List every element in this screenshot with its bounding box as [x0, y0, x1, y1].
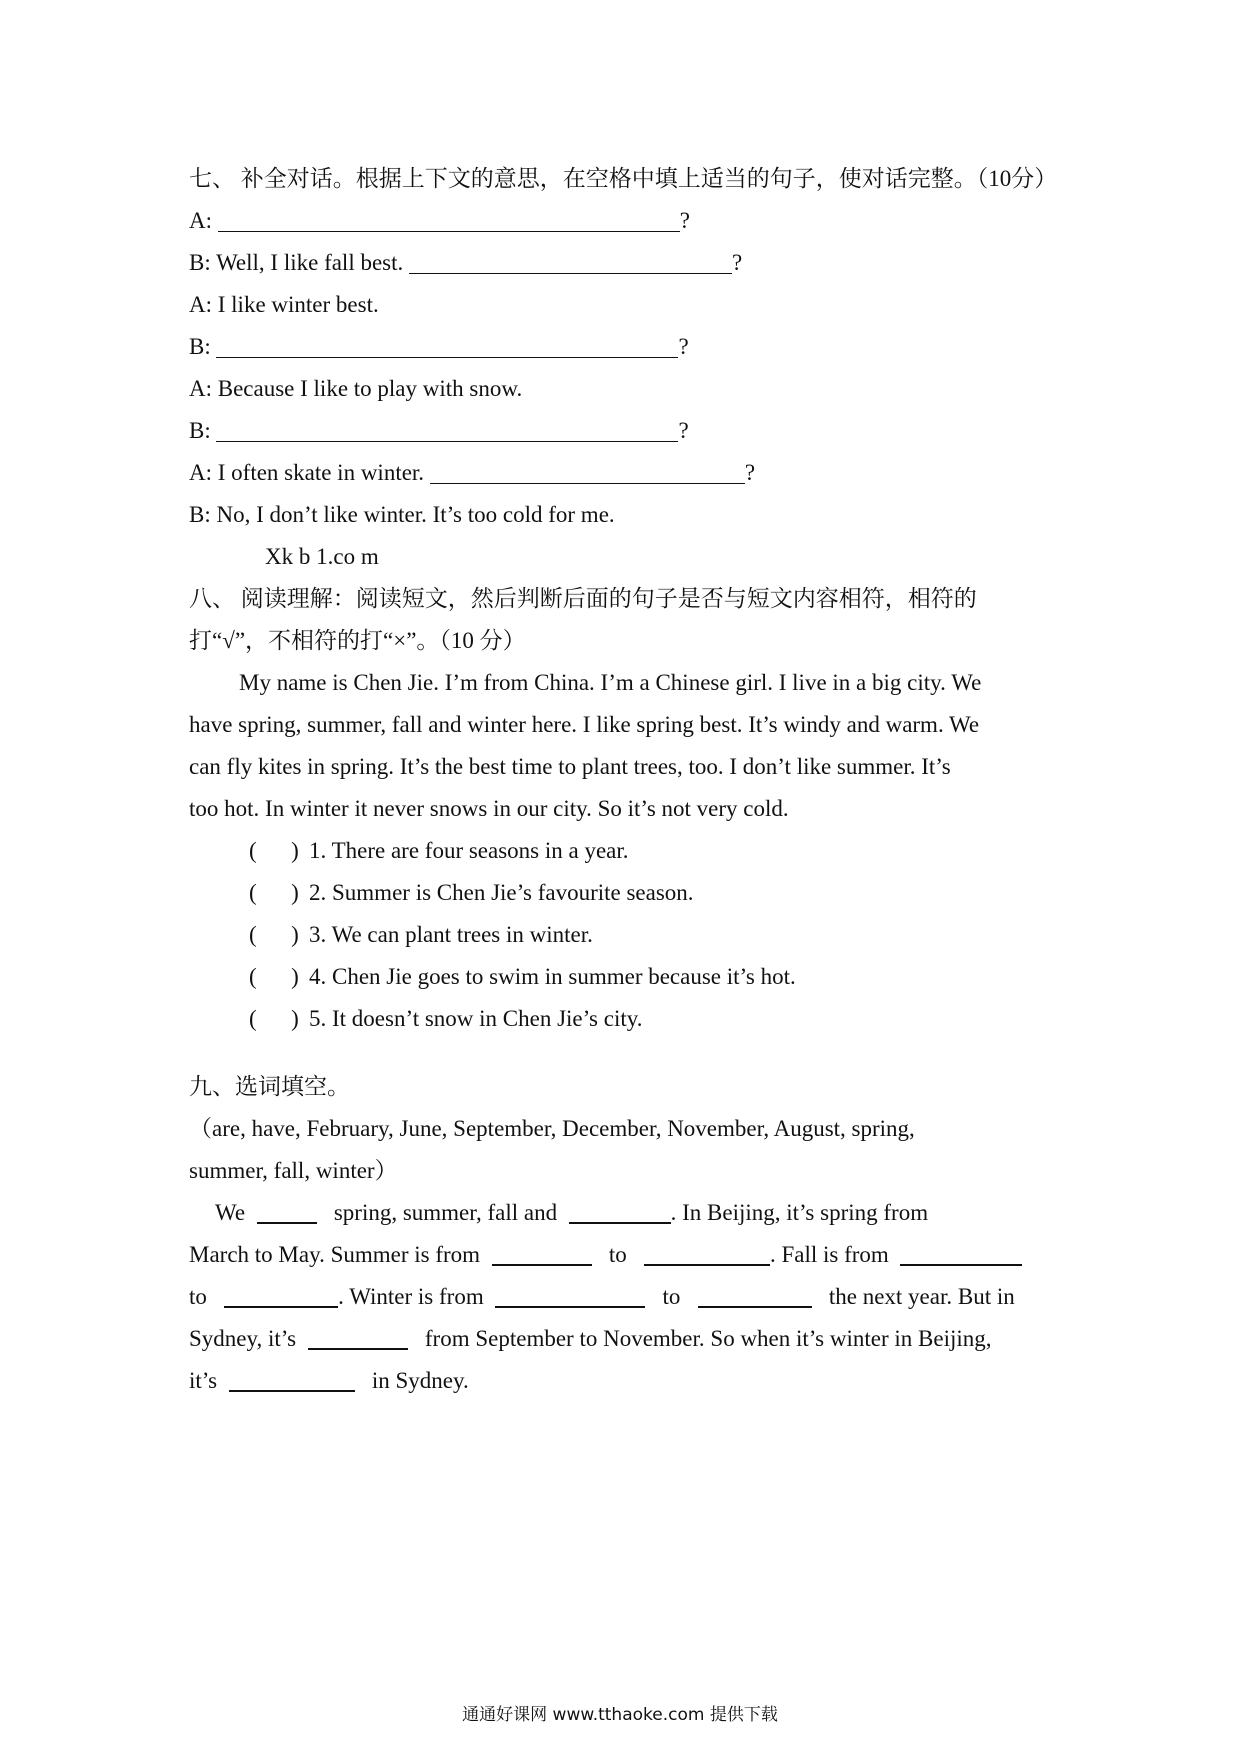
item-text: 1. There are four seasons in a year. — [309, 838, 629, 863]
fill-text: We — [215, 1200, 246, 1225]
wordbank-line-2: summer, fall, winter） — [189, 1158, 398, 1183]
section7-heading: 七、 补全对话。根据上下文的意思，在空格中填上适当的句子，使对话完整。（10分） — [189, 166, 1058, 191]
passage-line-2: have spring, summer, fall and winter here. I like spring best. It’s windy and warm. We — [189, 712, 980, 737]
fill-blank[interactable] — [492, 1234, 592, 1266]
section9-heading: 九、选词填空。 — [189, 1074, 350, 1099]
item-text: 4. Chen Jie goes to swim in summer because it’s hot. — [309, 964, 796, 989]
item-text: 5. It doesn’t snow in Chen Jie’s city. — [309, 1006, 643, 1031]
fill-line-3 — [189, 1276, 1069, 1318]
dialogue-suffix: ? — [678, 334, 689, 359]
fill-blank[interactable] — [308, 1318, 408, 1350]
passage-line-4: too hot. In winter it never snows in our city. So it’s not very cold. — [189, 796, 789, 821]
passage-line-3: can fly kites in spring. It’s the best time to plant trees, too. I don’t like summer. It’s — [189, 754, 951, 779]
answer-parentheses[interactable]: ( ) — [249, 880, 299, 905]
fill-blank[interactable] — [698, 1276, 812, 1308]
passage-line-1: My name is Chen Jie. I’m from China. I’m a Chinese girl. I live in a big city. We — [239, 670, 982, 695]
answer-blank[interactable] — [430, 453, 745, 484]
dialogue-prefix: B: — [189, 334, 217, 359]
dialogue-line-4 — [189, 326, 1069, 368]
fill-blank[interactable] — [569, 1192, 671, 1224]
dialogue-line-6 — [189, 410, 1069, 452]
judgement-item-5 — [189, 998, 1069, 1040]
fill-text: it’s — [189, 1368, 218, 1393]
answer-blank[interactable] — [218, 201, 680, 232]
answer-blank[interactable] — [409, 243, 732, 274]
fill-blank[interactable] — [900, 1234, 1022, 1266]
watermark-text: Xk b 1.co m — [265, 544, 379, 569]
fill-line-1 — [189, 1192, 1069, 1234]
fill-text: March to May. Summer is from — [189, 1242, 481, 1267]
fill-text: . Fall is from — [769, 1242, 889, 1267]
fill-text: . In Beijing, it’s spring from — [670, 1200, 929, 1225]
fill-text: to — [662, 1284, 681, 1309]
dialogue-line-3: A: I like winter best. — [189, 292, 379, 317]
fill-text: in Sydney. — [371, 1368, 469, 1393]
dialogue-suffix: ? — [732, 250, 743, 275]
answer-blank[interactable] — [216, 327, 678, 358]
answer-parentheses[interactable]: ( ) — [249, 838, 299, 863]
judgement-item-4 — [189, 956, 1069, 998]
fill-text: . Winter is from — [338, 1284, 484, 1309]
section-spacer — [189, 1040, 1069, 1066]
page-footer: 通通好课网 www.tthaoke.com 提供下载 — [462, 1705, 778, 1725]
answer-parentheses[interactable]: ( ) — [249, 922, 299, 947]
fill-blank[interactable] — [224, 1276, 338, 1308]
dialogue-suffix: ? — [678, 418, 689, 443]
fill-line-4 — [189, 1318, 1069, 1360]
dialogue-line-2 — [189, 242, 1069, 284]
fill-text: spring, summer, fall and — [333, 1200, 558, 1225]
fill-text: from September to November. So when it’s winter in Beijing, — [424, 1326, 992, 1351]
worksheet-page — [189, 158, 1069, 1402]
dialogue-suffix: ? — [679, 208, 690, 233]
fill-blank[interactable] — [257, 1192, 317, 1224]
section8-heading-line2: 打“√”，不相符的打“×”。（10 分） — [189, 628, 526, 653]
fill-line-5 — [189, 1360, 1069, 1402]
fill-blank[interactable] — [495, 1276, 645, 1308]
dialogue-line-7 — [189, 452, 1069, 494]
judgement-item-3 — [189, 914, 1069, 956]
answer-parentheses[interactable]: ( ) — [249, 964, 299, 989]
fill-blank[interactable] — [229, 1360, 355, 1392]
wordbank-line-1: （are, have, February, June, September, December, November, August, spring, — [189, 1116, 915, 1141]
dialogue-prefix: B: — [189, 418, 217, 443]
fill-text: the next year. But in — [828, 1284, 1015, 1309]
answer-blank[interactable] — [216, 411, 678, 442]
section8-heading-line1: 八、 阅读理解：阅读短文，然后判断后面的句子是否与短文内容相符，相符的 — [189, 586, 977, 611]
item-text: 3. We can plant trees in winter. — [309, 922, 593, 947]
fill-blank[interactable] — [644, 1234, 770, 1266]
dialogue-suffix: ? — [744, 460, 756, 485]
dialogue-line-5: A: Because I like to play with snow. — [189, 376, 523, 401]
judgement-item-2 — [189, 872, 1069, 914]
dialogue-prefix: A: I often skate in winter. — [189, 460, 430, 485]
dialogue-line-8: B: No, I don’t like winter. It’s too cold for me. — [189, 502, 615, 527]
judgement-item-1 — [189, 830, 1069, 872]
fill-text: to — [189, 1284, 207, 1309]
fill-text: Sydney, it’s — [189, 1326, 297, 1351]
fill-line-2 — [189, 1234, 1069, 1276]
dialogue-prefix: B: Well, I like fall best. — [189, 250, 410, 275]
dialogue-line-1 — [189, 200, 1069, 242]
fill-text: to — [608, 1242, 627, 1267]
answer-parentheses[interactable]: ( ) — [249, 1006, 299, 1031]
dialogue-prefix: A: — [189, 208, 218, 233]
item-text: 2. Summer is Chen Jie’s favourite season. — [309, 880, 694, 905]
